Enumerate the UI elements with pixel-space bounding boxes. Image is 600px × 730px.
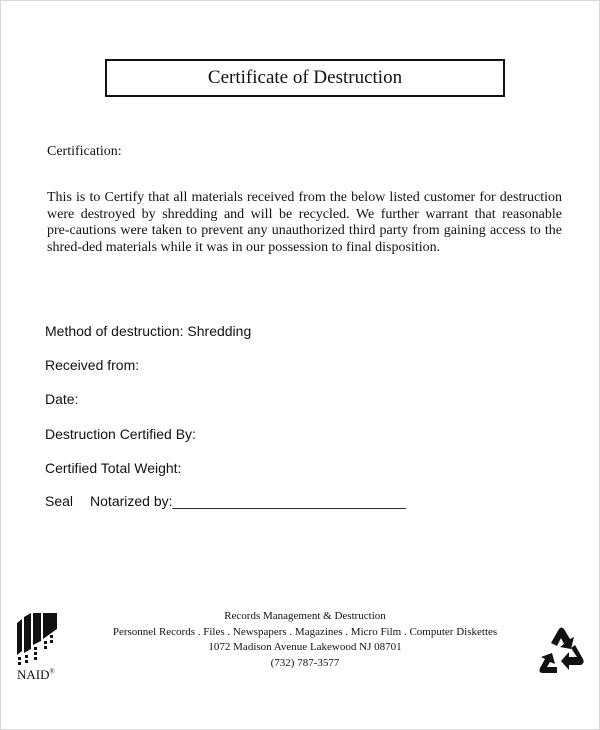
total-weight-field: Certified Total Weight: — [45, 460, 182, 476]
statement-line: shred-ded materials while it was in our possession to final disposition. — [47, 239, 441, 255]
footer-line: 1072 Madison Avenue Lakewood NJ 08701 — [208, 641, 402, 653]
recycle-icon — [533, 621, 589, 681]
statement-line: pre-cautions were taken to prevent any unauthorized third party from gaining access to the — [47, 223, 562, 238]
notarized-by-field: Notarized by:______________________________ — [90, 493, 407, 509]
certificate-title: Certificate of Destruction — [207, 67, 403, 88]
certified-by-field: Destruction Certified By: — [45, 426, 196, 442]
seal-notary-row — [45, 493, 406, 509]
statement-line: This is to Certify that all materials received from the below listed customer for destruction — [47, 190, 562, 205]
certification-statement — [47, 190, 562, 256]
seal-label: Seal — [45, 493, 74, 509]
date-field: Date: — [45, 391, 79, 407]
company-footer — [105, 609, 505, 671]
statement-line: were destroyed by shredding and will be recycled. We further warrant that reasonable — [47, 206, 562, 222]
footer-phone: (732) 787-3577 — [270, 656, 340, 669]
certificate-title-box — [105, 59, 505, 97]
method-of-destruction-field: Method of destruction: Shredding — [45, 323, 252, 339]
footer-line: Personnel Records . Files . Newspapers . Magazines . Micro Film . Computer Diskettes — [112, 625, 498, 638]
naid-logo-text: NAID® — [17, 667, 55, 682]
certification-label: Certification: — [47, 144, 122, 159]
footer-line: Records Management & Destruction — [224, 610, 386, 622]
received-from-field: Received from: — [45, 357, 140, 373]
